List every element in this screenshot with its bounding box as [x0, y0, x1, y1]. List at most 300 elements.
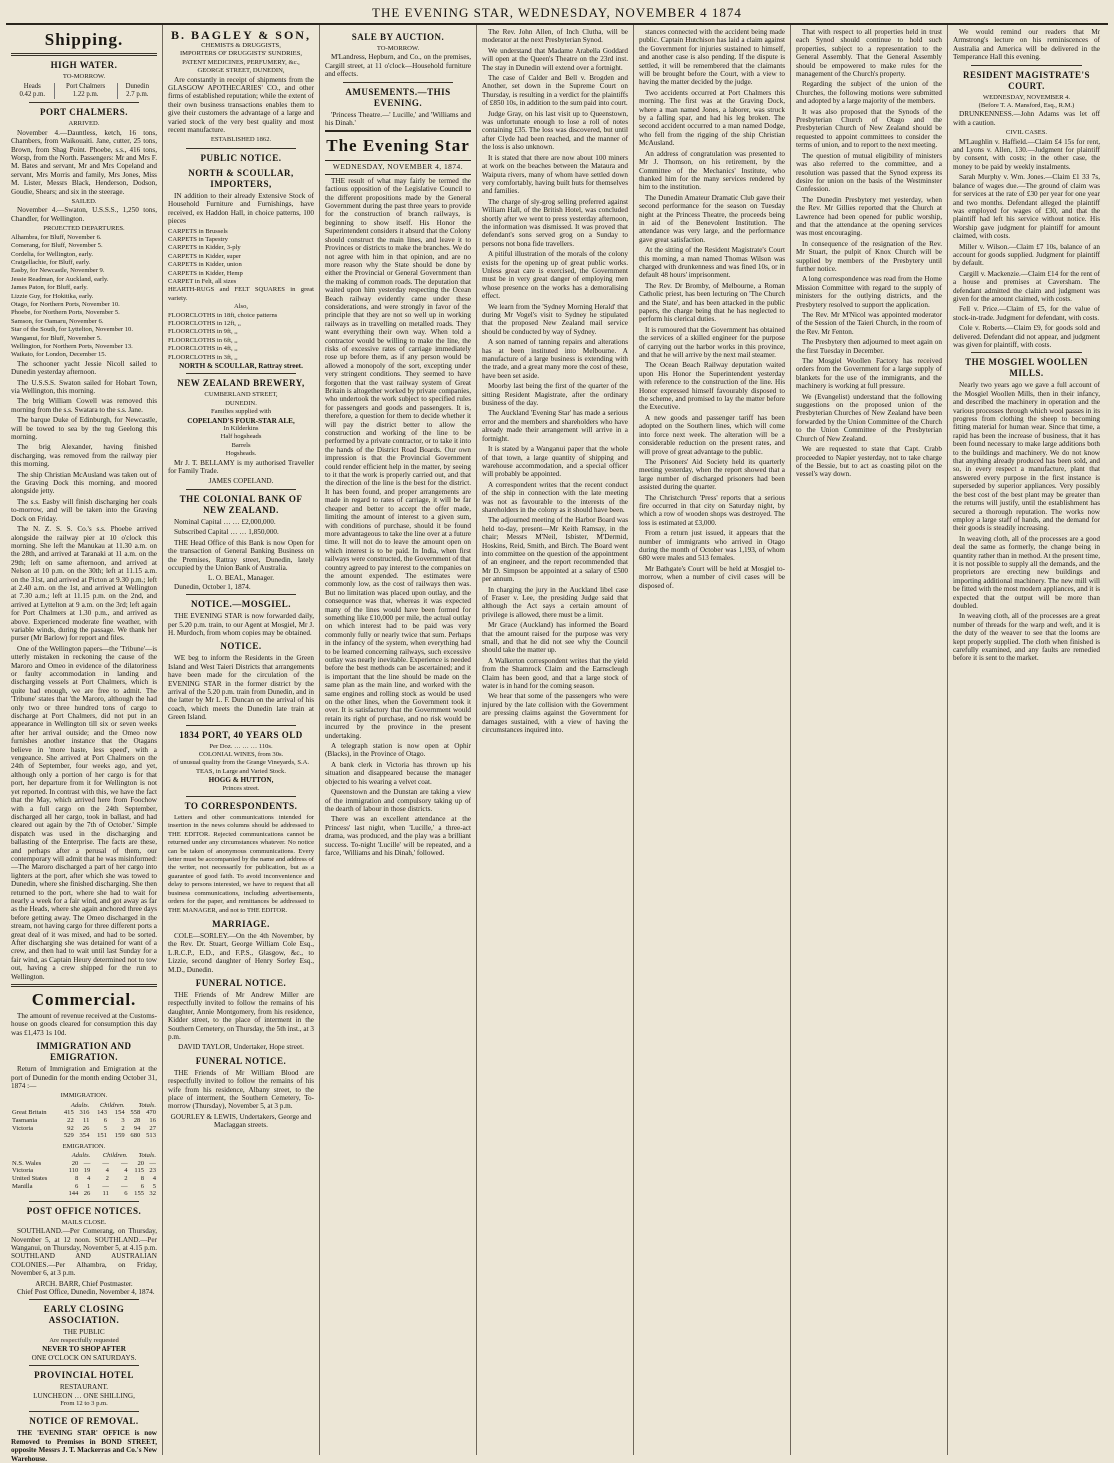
departure-item: Wellington, for Northern Ports, November 13.	[11, 342, 133, 350]
news-paragraph: The Rev. John Allen, of Inch Clutha, will be moderator at the next Presbyterian Synod.	[482, 28, 628, 45]
divider	[29, 1299, 139, 1300]
shipping-news-item: The U.S.S.S. Swaton sailed for Hobart Town, via Wellington, this morning.	[11, 378, 157, 395]
news-paragraph: A correspondent writes that the recent conduct of the ship in connection with the late meeting was not as favourable to the interests of the shareholders in the colony as it should have been.	[482, 480, 628, 514]
news-paragraph: Two accidents occurred at Port Chalmers this morning. The first was at the Graving Dock, where a man named Jones, a laborer, was struck by a falling spar, and had his leg broken. The second accident occurred to a man named Dodge, who fell from the rigging of the ship Christian McAusland.	[639, 88, 785, 148]
arrived-heading: ARRIVED.	[68, 120, 100, 128]
divider	[11, 984, 157, 987]
table-cell: 513	[146, 1132, 156, 1140]
mosgiel-notice-text: THE EVENING STAR is now forwarded daily, per 5.20 p.m. train, to our Agent at Mosgiel, Mr J. H. Murdoch, from whom copies may be obtained.	[168, 612, 314, 637]
table-cell: 26	[83, 1190, 91, 1198]
departure-item: James Paton, for Bluff, early.	[11, 284, 88, 292]
mosgiel-mills-heading: THE MOSGIEL WOOLLEN MILLS.	[965, 357, 1088, 379]
hogg-hutton-line: HOGG & HUTTON,	[208, 776, 274, 785]
table-row	[11, 1175, 157, 1183]
established-line: ESTABLISHED 1862.	[210, 136, 272, 144]
immigration-subheading: IMMIGRATION.	[60, 1092, 108, 1100]
immigration-table	[11, 1102, 157, 1140]
table-cell: 2	[105, 1175, 109, 1183]
news-paragraph: The Presbytery then adjourned to meet again on the first Tuesday in December.	[796, 338, 942, 355]
tide-place: Heads	[23, 83, 41, 91]
table-cell: 26	[82, 1124, 90, 1132]
news-paragraph: It is stated by a Wanganui paper that the whole of that town, a large quantity of shipping and warehouse accommodation, and a special officer will probably be appointed.	[482, 445, 628, 479]
nz-brewery-heading: NEW ZEALAND BREWERY,	[177, 378, 305, 389]
amusements-text: 'Princess Theatre.—' Lucille,' and 'Williams and his Dinah.'	[325, 110, 471, 128]
departure-item: Phoebe, for Northern Ports, November 5.	[11, 309, 120, 317]
mails-close-label: MAILS CLOSE.	[61, 1218, 107, 1226]
north-scoullar-heading: NORTH & SCOULLAR, IMPORTERS,	[188, 167, 294, 189]
table-cell: 115	[134, 1167, 145, 1175]
half-hogs-line: Half hogsheads	[220, 433, 262, 441]
table-cell: 3	[121, 1117, 125, 1125]
table-cell: Great Britain	[12, 1109, 47, 1117]
column-1	[6, 25, 163, 1463]
table-cell: —	[102, 1182, 109, 1190]
funeral-2-text: THE Friends of Mr William Blood are respectfully invited to follow the remains of his wife from his residence, Albany street, to the place of interment, the Southern Cemetery, To-morrow (Thursday), November 5, at 3 p.m.	[168, 1068, 314, 1111]
table-cell: 27	[149, 1124, 156, 1132]
departure-item: Samson, for Oamaru, November 6.	[11, 317, 104, 325]
shipping-news-item: The s.s. Easby will finish discharging her coals to-morrow, and will be taken into the Graving Dock on Friday.	[11, 497, 157, 523]
shipping-news-item: The brig William Cowell was removed this morning from the s.s. Swatara to the s.s. Jane.	[11, 397, 157, 414]
copeland-signature: JAMES COPELAND.	[208, 477, 274, 486]
news-paragraph: Moorby last being the first of the quarter of the sitting Resident Magistrate, after the ordinary business of the day.	[482, 382, 628, 408]
table-cell: 529	[63, 1132, 74, 1140]
funeral-1-text: THE Friends of Mr Andrew Miller are respectfully invited to follow the remains of his daughter, Annie Montgomery, from his residence, Kidder street, to the place of interment in the Southern Cemetery, on Thursday, the 5th inst., at 3 p.m.	[168, 990, 314, 1041]
table-cell: 6	[103, 1117, 108, 1125]
tide-table	[11, 83, 157, 99]
news-paragraph: A pitiful illustration of the morals of the colony exists for the opening up of great public works. Unless great care is exercised, the Government must be in very great danger of employing men whose presence on the works has a demoralising effect.	[482, 250, 628, 301]
table-cell	[11, 1190, 63, 1198]
bellamy-text: Mr J. T. BELLAMY is my authorised Traveller for Family Trade.	[168, 458, 314, 476]
table-cell: Tasmania	[12, 1117, 38, 1125]
funeral-2-signature: GOURLEY & LEWIS, Undertakers, George and Maclaggan streets.	[170, 1112, 312, 1130]
funeral-2-heading: FUNERAL NOTICE.	[195, 1055, 287, 1066]
teas-line: TEAS, in Large and Varied Stock.	[195, 767, 287, 775]
court-case: Sarah Murphy v. Wm. Jones.—Claim £1 33 7s, balance of wages due.—The ground of claim was for services at the rate of £30 per year for one year and two months. Defendant alleged the plaintiff was employed for wages of £30, and that the plaintiff had left his service without notice. His Worship gave judgment for plaintiff for amount claimed, with costs.	[953, 173, 1100, 241]
carpet-item: CARPETS in Kidder, union	[168, 261, 242, 269]
bank-date: Dunedin, October 1, 1874.	[174, 582, 251, 591]
departure-item: Waikato, for London, December 15.	[11, 351, 107, 359]
table-cell: 6	[124, 1190, 128, 1198]
table-cell: 110	[68, 1167, 79, 1175]
sailed-text: November 4.—Swaton, U.S.S.S., 1,250 tons, Chandler, for Wellington.	[11, 206, 157, 223]
marriage-text: COLE—SORLEY.—On the 4th November, by the Rev. Dr. Stuart, George William Cole Esq., L.R.C.P., E.D., and F.P.S., Glasgow, &c., to Lizzie, second daughter of Henry Sorley Esq., M.D., Dunedin.	[168, 931, 314, 974]
divider	[186, 594, 296, 595]
post-date: Chief Post Office, Dunedin, November 4, 1874.	[17, 1288, 155, 1297]
news-paragraph: Mr Grace (Auckland) has informed the Board that the amount raised for the purpose was very small, and that he did not see why the Council should take the matter up.	[482, 621, 628, 655]
news-paragraph: We understand that Madame Arabella Goddard will open at the Queen's Theatre on the 23rd inst. The stay in Dunedin will extend over a fortnight.	[482, 46, 628, 72]
early-closing-heading: EARLY CLOSING ASSOCIATION.	[43, 1304, 125, 1326]
table-row	[11, 1132, 157, 1140]
telegraph-text: A telegraph station is now open at Ophir (Blacks), in the Province of Otago.	[325, 742, 471, 759]
luncheon-time: From 12 to 3 p.m.	[60, 1399, 108, 1407]
unusual-quality-line: of unusual quality from the Grange Vineyards, S.A.	[172, 759, 310, 767]
families-line: Families supplied with	[210, 408, 272, 416]
theatre-text: There was an excellent attendance at the Princess' last night, when 'Lucille,' a three-act drama, was produced, and the play was a brilliant success. To-night 'Lucille' will be repeated, and a farce, 'Williams and his Dinah,' followed.	[325, 815, 471, 857]
table-header	[11, 1102, 59, 1110]
table-cell: 20	[137, 1159, 145, 1167]
divider	[186, 373, 296, 374]
port-1834-heading: 1834 PORT, 40 YEARS OLD	[179, 729, 303, 740]
carpet-list	[168, 228, 314, 304]
departure-item: Alhambra, for Bluff, November 6.	[11, 233, 102, 241]
news-paragraph: It is rumoured that the Government has obtained the services of a skilled engineer for the purpose of carrying out the harbor works in this province, and that he will arrive by the next mail steamer.	[639, 325, 785, 360]
provincial-hotel-heading: PROVINCIAL HOTEL	[34, 1370, 134, 1381]
immigration-heading: IMMIGRATION AND EMIGRATION.	[36, 1041, 132, 1063]
news-paragraph: We (Evangelist) understand that the following suggestions on the proposed union of the Presbyterian Churches of New Zealand have been forwarded by the Union Committee of the Church to the Union Committee of the Presbyterian Church of New Zealand.	[796, 392, 942, 443]
post-text: SOUTHLAND.—Per Comerang, on Thursday, November 5, at 12 noon. SOUTHLAND.—Per Wanganui, on Thursday, November 5, at 4.15 p.m. SOUTHLAND AND AUSTRALIAN COLONIES.—Per Alhambra, on Friday, November 6, at 3 p.m.	[11, 1227, 157, 1278]
table-cell: 154	[114, 1109, 125, 1117]
column-6	[791, 25, 948, 1455]
carpet-item: HEARTH-RUGS and FELT SQUARES in great variety.	[168, 286, 314, 302]
sale-tomorrow: TO-MORROW.	[376, 45, 420, 52]
divider	[29, 1411, 139, 1412]
table-cell: 22	[67, 1117, 74, 1125]
bank-clerk-text: A bank clerk in Victoria has thrown up his situation and disappeared because the manager objected to his wearing a velvet coat.	[325, 760, 471, 786]
departure-item: Cordelia, for Wellington, early.	[11, 250, 94, 258]
table-header: Children.	[102, 1152, 128, 1160]
news-paragraph: We learn from the 'Sydney Morning Herald' that during Mr Vogel's visit to Sydney he stipulated that the proposed New Zealand mail service should be conducted by way of Sydney.	[482, 302, 628, 336]
table-row	[11, 1125, 157, 1133]
floorcloth-item: FLOORCLOTHS in 6ft, ,,	[168, 336, 238, 344]
table-cell: 94	[133, 1124, 141, 1132]
kilderkins-line: In Kilderkins	[223, 425, 259, 433]
rm-court-before: (Before T. A. Mansford, Esq., R.M.)	[978, 102, 1075, 110]
projected-list	[11, 234, 157, 360]
sale-text: M'Landress, Hepburn, and Co., on the premises, Cargill street, at 11 o'clock—Household furniture and effects.	[325, 53, 471, 79]
table-cell: 8	[140, 1175, 145, 1183]
floorcloth-item: FLOORCLOTHS in 12ft, ,,	[168, 319, 241, 327]
tide-place: Dunedin	[125, 83, 149, 91]
local-news	[482, 28, 628, 735]
table-cell: —	[149, 1159, 156, 1167]
shipping-news-item: The ship Christian McAusland was taken out of the Graving Dock this morning, and moored alongside jetty.	[11, 470, 157, 496]
divider	[186, 725, 296, 726]
correspondents-heading: TO CORRESPONDENTS.	[184, 801, 298, 812]
article-paragraph: In weaving cloth, all of the processes are a great number of threads for the warp and weft, and it is the duty of the weaver to see that the looms are kept properly supplied. The cloth when finished is carefully examined, and any faults are remedied before it is sent to the market.	[953, 612, 1100, 663]
projected-heading: PROJECTED DEPARTURES.	[43, 225, 125, 233]
carpet-item: CARPETS in Kidder, super	[168, 252, 241, 260]
colonial-bank-heading: THE COLONIAL BANK OF NEW ZEALAND.	[179, 493, 303, 515]
tomorrow-label: TO-MORROW.	[62, 73, 106, 80]
article-paragraph: In weaving cloth, all of the processes are a good deal the same as formerly, the change being in quantity rather than in method. At the present time, it is not possible to supply all the demands, and the proprietors are erecting new buildings and importing additional machinery. The new mill will be fitted with the most modern appliances, and it is expected that the output will be more than doubled.	[953, 534, 1100, 610]
tide-time: 0.42 p.m.	[19, 91, 46, 99]
table-header: Totals.	[138, 1152, 156, 1160]
table-cell: 558	[130, 1109, 141, 1117]
floorcloth-item: FLOORCLOTHS in 3ft, ,,	[168, 353, 238, 361]
article-paragraph: Nearly two years ago we gave a full account of the Mosgiel Woollen Mills, then in their infancy, and described the machinery in operation and the various processes through which wool passes in its progress from clothing the sheep to becoming fitting material for human wear. Since that time, a rapid has been the increase of business, that it has been found necessary to make large additions both to the buildings and machinery. We do not know that anything already produced has been sold, and so, in every respect a manufacture, plant that answered every purpose in the first instance is superseded by superior appliances. Very possibly the best cost of the best plant may be greater than the returns will justify, until the establishment has secured a thorough reputation. The works now employ a large staff of hands, and the demand for their goods is steadily increasing.	[953, 381, 1100, 533]
civil-cases	[953, 138, 1100, 350]
table-cell: 32	[149, 1190, 156, 1198]
bagley-text: Are constantly in receipt of shipments from the GLASGOW APOTHECARIES' CO., and other firms of established reputation; while the extent of their own business transactions enables them to give their customers the advantage of a large and varied stock of the very best quality and most recent manufacture.	[168, 75, 314, 135]
shipping-heading: Shipping.	[44, 30, 124, 49]
table-cell: —	[120, 1159, 128, 1167]
table-cell: 92	[67, 1124, 74, 1132]
table-cell: 4	[105, 1167, 109, 1175]
shipping-news-item: The brig Alexander, having finished discharging, was removed from the railway pier this morning.	[11, 443, 157, 469]
court-case: Miller v. Wilson.—Claim £7 10s, balance of an account for goods supplied. Judgment for plaintiff by default.	[953, 242, 1100, 268]
table-cell: United States	[12, 1175, 48, 1183]
shipping-news-item: The barque Duke of Edinburgh, for Newcastle, will be towed to sea by the tug Geelong this morning.	[11, 416, 157, 442]
notice-text: WE beg to inform the Residents in the Green Island and West Taieri Districts that arrangements have been made for the circulation of the EVENING STAR in the former district by the arrival of the 5.20 p.m. train from Dunedin, and in the latter by Mr L. F. Duncan on the arrival of his coach, which meets the Dunedin late train at Green Island.	[168, 654, 314, 722]
ale-line: COPELAND'S FOUR-STAR ALE,	[187, 416, 295, 425]
drunkenness-text: DRUNKENNESS.—John Adams was let off with a caution.	[953, 110, 1100, 127]
divider	[11, 53, 157, 56]
princes-street-line: Princes street.	[222, 784, 260, 792]
bagley-importers: IMPORTERS OF DRUGGISTS' SUNDRIES, PATENT MEDICINES, PERFUMERY, &c.,	[179, 50, 303, 66]
carpet-item: CARPETS in Kidder, 3-ply	[168, 244, 241, 252]
news-paragraph: An address of congratulation was presented to Mr J. Thomson, on his retirement, by the Committee of the Mechanics' Institute, who thanked him for the many services rendered by him to the institution.	[639, 149, 785, 192]
luncheon-line: LUNCHEON … ONE SHILLING,	[33, 1391, 135, 1400]
dunedin-line: DUNEDIN.	[225, 399, 257, 407]
arrived-text: November 4.—Dauntless, ketch, 16 tons, Chambers, from Waikouaiti. Jane, cutter, 25 tons, Brown, from Shag Point. Phoebe, s.s., 416 tons, Worsp, from the North. Passengers: Mr and Mrs F. M. Bates and servant, Mr and Mrs Copeland and servant, Mrs Morris and family, Mrs Jones, Miss M. Lister, Messrs Black, Henderson, Dodson, Goudie, Shears; and six in the steerage.	[11, 128, 157, 196]
table-cell: —	[120, 1182, 128, 1190]
table-cell: 159	[114, 1132, 125, 1140]
page-masthead: THE EVENING STAR, WEDNESDAY, NOVEMBER 4 1874	[6, 4, 1108, 25]
news-paragraph: The Ocean Beach Railway deputation waited upon His Honor the Superintendent yesterday with reference to the construction of the line. His Honor expressed himself favourably disposed to the scheme, and promised to lay the matter before the Executive.	[639, 361, 785, 412]
news-paragraph: Regarding the subject of the union of the Churches, the following motions were submitted and adopted by a large majority of the members.	[796, 80, 942, 106]
table-cell: 16	[149, 1117, 156, 1125]
queenstown-text: Queenstown and the Dunstan are taking a view of the immigration and compulsory taking up of the dearth of labour in those districts.	[325, 788, 471, 813]
table-cell: 144	[68, 1190, 79, 1198]
carpet-item: CARPETS in Tapestry	[168, 235, 228, 243]
shipping-news	[11, 360, 157, 981]
local-news-continued	[639, 28, 785, 590]
table-cell: Victoria	[12, 1167, 34, 1175]
table-cell: 6	[75, 1182, 79, 1190]
also-line: Also,	[233, 303, 249, 311]
divider	[29, 1365, 139, 1366]
table-cell: 5	[103, 1124, 108, 1132]
port-heading: PORT CHALMERS.	[39, 107, 129, 118]
departure-item: Otago, for Northern Ports, November 10.	[11, 300, 120, 308]
table-cell: 11	[83, 1117, 90, 1125]
divider	[186, 489, 296, 490]
news-paragraph: The Auckland 'Evening Star' has made a serious error and the members and shareholders who have already made their arrangement will arrive in a fortnight.	[482, 409, 628, 443]
news-paragraph: It is stated that there are now about 100 miners at work on the beaches between the Mataura and Waiputa rivers, many of whom have settled down very comfortably, having built huts for themselves and families.	[482, 153, 628, 196]
tide-cell	[117, 83, 157, 99]
editorial-date: WEDNESDAY, NOVEMBER 4, 1874.	[325, 163, 471, 174]
news-paragraph: The Dunedin Amateur Dramatic Club gave their second performance for the season on Tuesday night at the Princess Theatre, the proceeds being in aid of the Benevolent Institution. The attendance was very large, and the performance gave great satisfaction.	[639, 193, 785, 244]
table-cell: 1	[86, 1182, 91, 1190]
table-row	[11, 1183, 157, 1191]
shipping-news-item: One of the Wellington papers—the 'Tribune'—is utterly mistaken in reckoning the cause of the Maroro and Omeo in evidence of the dilatoriness or faulty accommodation in landing and discharging vessels at Port Chalmers, which is quite bad enough, we are free to admit. The 'Tribune' states that 'the Maroro, although the had only two or three hundred tons of cargo to discharge at Port Chalmers, did not put in an appearance in Wellington till six or seven weeks after her arrival outside; and the Omeo now furnishes another instance that the Otagans believe in 'more haste, less speed', with a vengeance. She arrived at Port Chalmers on the 24th of September, four weeks ago, and yet, although only a portion of her cargo is for that port, her departure from it for Wellington is not yet reported. In contrast with this, we have the fact that the May, which arrived here from Foochow with a full cargo on the 24th September, discharged all her cargo, took in ballast, and had cleared out again by the 7th of October.' Simple dispatch was used in the discharging and ballasting of the Enterprise. The facts are these, and perhaps after a perusal of them, our contemporary will admit that he was misinformed:—The Maroro discharged a part of her cargo into lighters at the port, after which she was towed to Dunedin, where she finished discharging. She then returned to the port, where she had to wait for nearly a week for a fair wind, and got away as far as the Heads, where she again anchored three days before getting away. The Omeo discharged in the stream, not having cargo for three different ports a great deal of it was mixed, and had to be sorted. After discharging she was detained for want of a crew, and then had to wait until last Sunday for a fair wind, as Captain Heury determined not to tow out, having a crew shipped for the run to Wellington.	[11, 644, 157, 981]
column-4	[477, 25, 634, 1455]
table-cell: 680	[130, 1132, 141, 1140]
table-cell: —	[83, 1159, 91, 1167]
marriage-heading: MARRIAGE.	[212, 918, 270, 929]
table-cell: 354	[79, 1132, 90, 1140]
floorcloth-item: FLOORCLOTHS in 4ft, ,,	[168, 345, 238, 353]
hogsheads-line: Hogsheads.	[225, 450, 257, 458]
table-header: Adults.	[71, 1152, 91, 1160]
departure-item: Wanganui, for Bluff, November 5.	[11, 334, 102, 342]
saturdays-line: ONE O'CLOCK ON SATURDAYS.	[31, 1353, 137, 1362]
divider	[186, 148, 296, 149]
news-paragraph: The adjourned meeting of the Harbor Board was held to-day, present—Mr Keith Ramsay, in the chair; Messrs M'Neil, Isbister, M'Dermid, Hoskins, Reid, Smith, and Birch. The Board went into committee on the question of the appointment of an engineer, and the report recommended that Mr D. Simpson be appointed at a salary of £500 per annum.	[482, 516, 628, 584]
nominal-capital: Nominal Capital … … £2,000,000.	[174, 517, 276, 526]
lecture-notice: We would remind our readers that Mr Armstrong's lecture on his reminiscences of Australia and America will be delivered in the Temperance Hall this evening.	[953, 28, 1100, 62]
commercial-heading: Commercial.	[31, 990, 137, 1010]
amusements-heading: AMUSEMENTS.—THIS EVENING.	[345, 86, 451, 108]
floorcloth-item: FLOORCLOTHS in 18ft, choice patterns	[168, 311, 278, 319]
court-case: Cole v. Roberts.—Claim £9, for goods sold and delivered. Defendant did not appear, and judgment was given for plaintiff, with costs.	[953, 324, 1100, 349]
post-office-heading: POST OFFICE NOTICES.	[26, 1205, 142, 1216]
news-paragraph: The Mosgiel Woollen Factory has received orders from the Government for a large supply of blankets for the use of the immigrants, and the machinery is working at full pressure.	[796, 357, 942, 391]
news-paragraph: The charge of sly-grog selling preferred against William Hall, of the British Hotel, was concluded shortly after we went to press yesterday afternoon, the information was dismissed. It was proved that defendant's sons served grog on a Sunday to persons not bona fide travellers.	[482, 197, 628, 248]
shipping-news-item: The N. Z. S. S. Co.'s s.s. Phoebe arrived alongside the railway pier at 10 o'clock this morning. She left the Manukau at 11.30 a.m. on the 28th, and arrived at Taranaki at 11 a.m. on the 29th; left on same afternoon, and arrived at Nelson at 10 p.m. on the 30th; left at 11.15 a.m. on the 31st, and arrived at Picton at 9.30 p.m.; left at 2.40 a.m. on the 1st, and arrived at Wellington at 7.30 a.m.; left at 11.15 p.m. on the 2nd, and arrived at Lyttelton at 9 a.m. on the 3rd; left again for Port Chalmers at 1.30 p.m., and arrived as above. Experienced moderate fine weather, with variable winds, during the passage. We thank her purser (Mr Barlow) for report and files.	[11, 525, 157, 643]
emigration-subheading: EMIGRATION.	[62, 1142, 106, 1150]
court-case: M'Laughlin v. Haffield.—Claim £4 15s for rent, and Lyons v. Allen, 130.—Judgment for plaintiff by consent, with costs; in the other case, the money to be paid by weekly instalments.	[953, 137, 1100, 171]
church-news	[796, 28, 942, 479]
editorial-title: The Evening Star	[326, 136, 470, 156]
news-paragraph: That with respect to all properties held in trust each Synod should continue to hold such properties, subject to a representation to the General Assembly. That the General Assembly should be empowered to make rules for the management of the Church's property.	[796, 28, 942, 79]
cumberland-line: CUMBERLAND STREET,	[204, 391, 278, 399]
divider	[971, 352, 1082, 353]
table-cell: 8	[75, 1175, 79, 1183]
table-cell: 20	[71, 1159, 79, 1167]
departure-item: Star of the South, for Lyttelton, November 10.	[11, 326, 133, 334]
table-cell: 11	[102, 1190, 109, 1198]
north-scoullar-text: IN addition to their already Extensive Stock of Household Furniture and Furnishings, have received, ex Haddon Hall, in choice patterns, 100 pieces	[168, 191, 314, 226]
bank-text: THE Head Office of this Bank is now Open for the transaction of General Banking Business on the Premises, Rattray street, Dunedin, lately occupied by the Union Bank of Australia.	[168, 538, 314, 572]
departure-item: Comerang, for Bluff, November 5.	[11, 242, 103, 250]
per-doz-line: Per Doz. … … … 110s.	[209, 742, 273, 750]
floorcloth-item: FLOORCLOTHS in 9ft, ,,	[168, 328, 238, 336]
table-row	[11, 1160, 157, 1168]
restaurant-line: RESTAURANT.	[59, 1383, 109, 1392]
news-paragraph: The Rev. Dr Bromby, of Melbourne, a Roman Catholic priest, has been lecturing on 'The Church and the State', and has been attacked in the public papers, the charge being that he has neglected to perform his clerical duties.	[639, 281, 785, 324]
high-water-heading: HIGH WATER.	[50, 60, 118, 70]
notice-heading: NOTICE.	[220, 641, 262, 652]
table-row	[11, 1190, 157, 1198]
table-cell: 4	[152, 1175, 156, 1183]
removal-heading: NOTICE OF REMOVAL.	[29, 1416, 139, 1427]
post-signature: ARCH. BARR, Chief Postmaster.	[35, 1279, 133, 1288]
sailed-heading: SAILED.	[71, 198, 97, 206]
news-paragraph: The Prisoners' Aid Society held its quarterly meeting yesterday, when the report showed that a large number of discharged prisoners had been assisted during the quarter.	[639, 457, 785, 492]
divider	[343, 82, 453, 83]
requested-line: Are respectfully requested	[49, 1336, 119, 1344]
departure-item: Easby, for Newcastle, November 9.	[11, 267, 105, 275]
news-paragraph: The Rev. Mr M'Nicol was appointed moderator of the Session of the Taieri Church, in the room of the Rev. Mr Fenton.	[796, 311, 942, 336]
correspondents-text: Letters and other communications intended for insertion in the news columns should be addressed to THE EDITOR. Rejected communications cannot be returned under any circumstances whatever. No notice can be taken of anonymous communications. Every letter must be accompanied by the name and address of the writer, not necessarily for publication, but as a guarantee of good faith. To avoid inconvenience and delay to persons interested, we have to request that all business communications, including advertisements, orders for the paper, and remittances be addressed to THE MANAGER, and not to THE EDITOR.	[168, 814, 314, 914]
news-paragraph: In charging the jury in the Auckland libel case of Fraser v. Lee, the presiding Judge said that although the Act says a certain amount of privilege is allowed, there must be a limit.	[482, 585, 628, 619]
column-2	[163, 25, 320, 1455]
bank-signature: L. O. BEAL, Manager.	[207, 574, 275, 583]
news-paragraph: The question of mutual eligibility of ministers was also referred to the committee, and a resolution was passed that the Synod express its desire for union on the basis of the Westminster Confession.	[796, 151, 942, 194]
removal-text: THE 'EVENING STAR' OFFICE is now Removed to Premises in BOND STREET, opposite Messrs J. T. Mackerras and Co.'s New Warehouse.	[11, 1429, 157, 1463]
column-container	[6, 25, 1108, 1463]
column-3	[320, 25, 477, 1455]
funeral-1-signature: DAVID TAYLOR, Undertaker, Hope street.	[178, 1043, 304, 1052]
table-cell: 2	[124, 1175, 128, 1183]
funeral-1-heading: FUNERAL NOTICE.	[195, 977, 287, 988]
news-paragraph: From a return just issued, it appears that the number of immigrants who arrived in Otago during the month of October was 1,193, of whom 680 were males and 513 females.	[639, 529, 785, 563]
commercial-text: The amount of revenue received at the Customs-house on goods cleared for consumption this day was £1,473 1s 10d.	[11, 1012, 157, 1037]
subscribed-capital: Subscribed Capital … … 1,850,000.	[174, 528, 279, 537]
news-paragraph: It was also proposed that the Synods of the Presbyterian Church of Otago and the Presbyterian Church of New Zealand should be requested to appoint committees to consider the terms of union, and to report to the next meeting.	[796, 107, 942, 150]
court-case: Fell v. Price.—Claim of £5, for the value of stock-in-trade. Judgment for defendant, with costs.	[953, 305, 1100, 322]
table-header: Totals.	[138, 1101, 156, 1109]
shipping-news-item: The schooner yacht Jessie Nicoll sailed to Dunedin yesterday afternoon.	[11, 359, 157, 377]
rm-court-date: WEDNESDAY, NOVEMBER 4.	[982, 93, 1071, 101]
bagley-address: GEORGE STREET, DUNEDIN,	[197, 67, 285, 75]
sale-heading: SALE BY AUCTION.	[351, 32, 445, 42]
table-cell	[11, 1132, 59, 1140]
table-cell: —	[102, 1159, 109, 1167]
table-cell: 415	[63, 1109, 74, 1117]
departure-item: Jessie Readman, for Auckland, early.	[11, 275, 109, 283]
table-cell: 4	[86, 1175, 91, 1183]
table-cell: Victoria	[12, 1124, 34, 1132]
table-cell: 5	[152, 1182, 156, 1190]
departure-item: Lizzie Guy, for Hokitika, early.	[11, 292, 94, 300]
table-header: Adults.	[70, 1101, 90, 1109]
table-cell: Manilla	[12, 1182, 33, 1190]
mosgiel-notice-heading: NOTICE.—MOSGIEL.	[190, 599, 292, 610]
immigration-intro: Return of Immigration and Emigration at the port of Dunedin for the month ending October 31, 1874 :—	[11, 1065, 157, 1091]
news-paragraph: The Dunedin Presbytery met yesterday, when the Rev. Mr Gillies reported that the Church at Lawrence had been opened for public worship, and that the attendance at the opening services was most encouraging.	[796, 195, 942, 238]
table-cell: 2	[121, 1124, 125, 1132]
table-row	[11, 1167, 157, 1175]
tide-cell	[11, 83, 54, 99]
editorial-masthead	[325, 130, 471, 161]
carpet-item: CARPETS in Kidder, Hemp	[168, 269, 243, 277]
table-cell: 470	[146, 1109, 156, 1117]
carpet-item: CARPETS in Brussels	[168, 227, 228, 235]
never-line: NEVER TO SHOP AFTER	[42, 1345, 126, 1354]
table-cell: 4	[124, 1167, 128, 1175]
editorial-text: THE result of what may fairly be termed the factious opposition of the Legislative Council to the different propositions made by the General Government during the past three years to provide for the construction of branch railways, is beginning to show itself. His Honor the Superintendent considers it absurd that the Colony should construct the main lines, and leave it to Provinces or districts to make the branches. We do not agree with him in that opinion, and are no more reason why the State should be done by either the Provincial or General Government than the making of common roads. The deputation that waited upon him yesterday respecting the Ocean Beach railway evidently came under these considerations, and were strongly in favor of the principle that they are not so well up in working railways as in travelling on metalled roads. They want everything their own way. When told a contractor would be willing to make the line, the risks of excessive rates of carriage immediately rose up before them, as if any person would be allowed a monopoly of the sort, excepting under very stringent conditions. They seemed to have forgotten that the vast railway system of Great Britain is altogether worked by private companies, who undertook the work subject to specified rules for passengers and goods and passengers. It is, therefore, a question for them to decide whether it will pay the district better to allow the construction and working of the line to be performed by a private contractor, or to take it into the hands of the District Road Boards. Our own impression is that the Provincial Government could render efficient help in the matter, by seeing to it that the work is properly carried out, and that the direction of the line is the best for the district. It has been found, and proper arrangements are made in regard to rates of carriage, it will be far cheaper and better to accept the offer made, limiting the amount of interest to a given sum, with conditions of purchase, should it be found more advantageous to take the line over at a future time. It will not do to leave the amount open on which interest is to be paid. In India, when first railways were constructed, the Government of that country agreed to pay interest to the companies on the amount expended. The estimates were commonly low, as the cost of railways then was. But no limitation was placed upon outlay, and the consequence was that, whereas it was expected many of the lines would have been formed for something like £10,000 per mile, the actual outlay on which interest had to be paid was very commonly fully or nearly twice that sum. Perhaps in the infancy of the system, when everything had to be learned concerning railways, such excessive outlay was nearly inevitable. Experience is needed before the best methods can be ascertained; and it is important that the line should be made on the same plan as the main line, and worked with the same engines and rolling stock as would be used on the other lines, when the Government took it over. It is satisfactory that the Government would retain its right of purchase, and no risk would be incurred by the province in the present undertaking.	[325, 176, 471, 740]
table-cell: 23	[149, 1167, 156, 1175]
news-paragraph: The case of Calder and Bell v. Brogden and Another, set down in the Supreme Court on Thursday, is resulting in a verdict for the plaintiffs of £850 10s, in addition to the sum paid into court.	[482, 74, 628, 108]
tide-cell	[54, 83, 117, 99]
divider	[971, 65, 1082, 66]
news-paragraph: The Christchurch 'Press' reports that a serious fire occurred in that city on Saturday night, by which a row of wooden shops was destroyed. The loss is estimated at £3,000.	[639, 493, 785, 527]
news-paragraph: A son named of tanning repairs and alterations has at been instituted into Melbourne. A manufacture of a large business is extending with the trade, and a great many more the cost of these, have been set aside.	[482, 338, 628, 380]
column-7	[948, 25, 1105, 1455]
carpet-item: CARPET in Felt, all sizes	[168, 277, 237, 285]
mosgiel-mills-article	[953, 381, 1100, 662]
court-case: Cargill v. Mackenzie.—Claim £14 for the rent of a house and premises at Caversham. The defendant admitted the claim and judgment was given for the amount claimed, with costs.	[953, 269, 1100, 303]
public-line: THE PUBLIC	[63, 1328, 105, 1337]
divider	[186, 796, 296, 797]
table-cell: 28	[133, 1117, 141, 1125]
news-paragraph: A long correspondence was read from the Home Mission Committee with regard to the supply of ministers for the outlying districts, and the Presbytery resolved to support the application.	[796, 275, 942, 309]
floorcloth-list	[168, 312, 314, 362]
news-paragraph: Mr Bathgate's Court will be held at Mosgiel to-morrow, when a number of civil cases will be disposed of.	[639, 564, 785, 590]
news-paragraph: In consequence of the resignation of the Rev. Mr Stuart, the pulpit of Knox Church will be supplied by members of the Presbytery until further notice.	[796, 239, 942, 273]
public-notice-heading: PUBLIC NOTICE.	[200, 152, 282, 163]
table-cell: 155	[134, 1190, 145, 1198]
colonial-wines-line: COLONIAL WINES, from 30s.	[198, 751, 284, 758]
news-paragraph: A Walkerton correspondent writes that the yield from the Shamrock Claim and the Earnscleugh Claim has been good, and that a large stock of water is in hand for the coming season.	[482, 656, 628, 691]
table-cell: 6	[140, 1182, 145, 1190]
bagley-sub: CHEMISTS & DRUGGISTS,	[201, 42, 281, 49]
table-row	[11, 1109, 157, 1117]
news-paragraph: We hear that some of the passengers who were injured by the late collision with the Government are pressing claims against the Government for damages sustained, with a view of having the circumstances inquired into.	[482, 692, 628, 735]
news-paragraph: stances connected with the accident being made public. Captain Hutchison has laid a claim against the Government for injuries sustained to himself, and another case is also pending. If the dispute is settled, it will be remembered that the claimants will be brought before the Court, with a view to having the matter decided by the judge.	[639, 28, 785, 87]
table-header	[11, 1152, 63, 1160]
news-paragraph: We are requested to state that Capt. Crabb proceeded to Napier yesterday, not to take charge of the Bessie, but to act as coasting pilot on the vessel's way down.	[796, 445, 942, 479]
civil-cases-heading: CIVIL CASES.	[1005, 129, 1048, 137]
north-scoullar-signature: NORTH & SCOULLAR, Rattray street.	[179, 362, 303, 370]
table-cell: N.S. Wales	[12, 1159, 42, 1167]
table-cell: 316	[79, 1109, 90, 1117]
tide-time: 1.22 p.m.	[72, 91, 99, 99]
table-cell: 143	[97, 1109, 108, 1117]
rm-court-heading: RESIDENT MAGISTRATE'S COURT.	[963, 69, 1090, 91]
